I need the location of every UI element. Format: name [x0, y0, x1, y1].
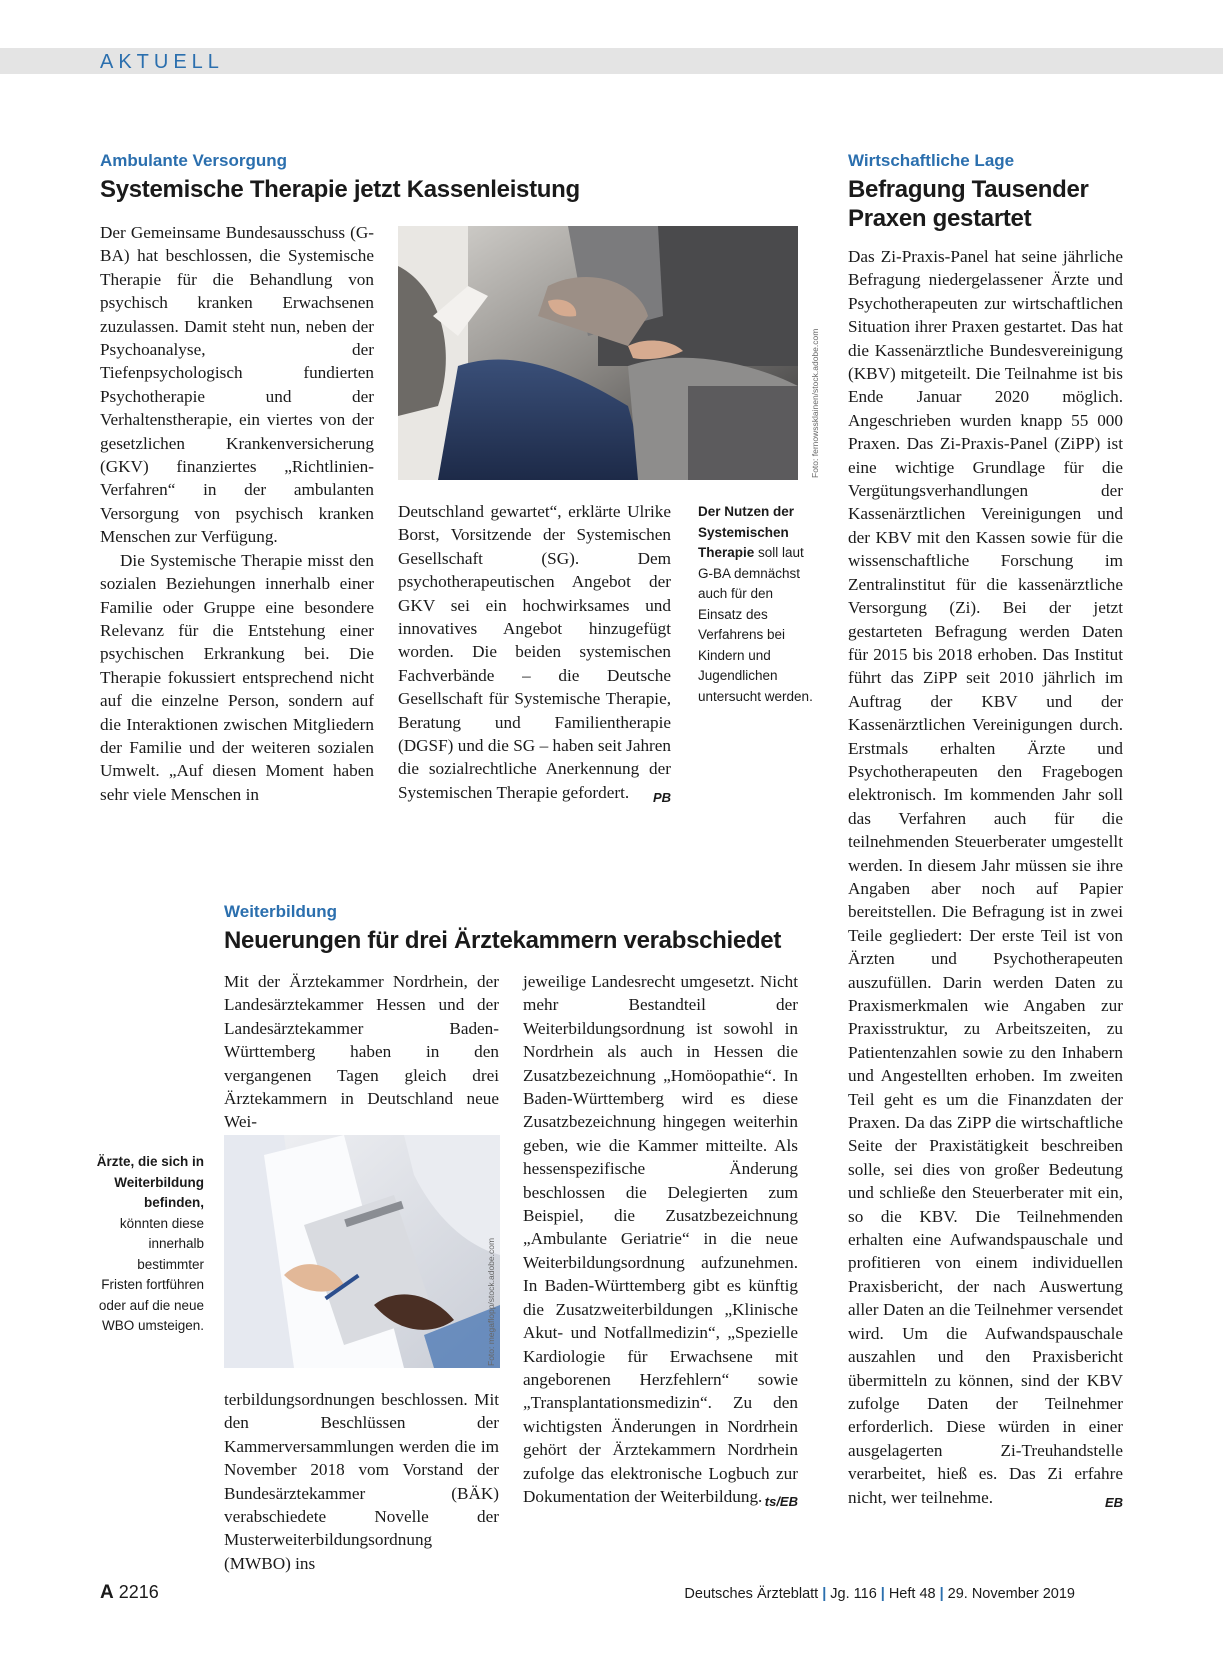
page-number — [100, 1582, 159, 1604]
article3-paragraph1: Mit der Ärztekammer Nordrhein, der Landesärztekammer Hessen und der Landesärztekammer Baden-Württemberg haben in den vergangenen Tagen gleich drei Ärztekammern in Deutschland neue Wei- — [224, 972, 499, 1132]
article3-caption — [96, 1152, 204, 1337]
article1-paragraph3: Deutschland gewartet“, erklärte Ulrike Borst, Vorsitzende der Systemischen Gesellschaft (SG). Dem psychotherapeutischen Angebot der GKV sei ein hochwirksames und innovatives Angebot hinzugefügt worden. Die beiden systemischen Fachverbände – die Deutsche Gesellschaft für Systemische Therapie, Beratung und Familientherapie (DGSF) und die SG – haben seit Jahren die sozialrechtliche Anerkennung der Systemischen Therapie gefordert. PB — [398, 500, 671, 804]
article2-column — [848, 245, 1123, 1514]
article3-paragraph3: jeweilige Landesrecht umgesetzt. Nicht mehr Bestandteil der Weiterbildungsordnung ist sowohl in Nordrhein als auch in Hessen die Zusatzbezeichnung „Homöopathie“. In Baden-Württemberg wird es diese Zusatzbezeichnung hingegen weiterhin geben, wie die Kammer mitteilte. Als hessenspezifische Änderung beschlossen die Delegierten zum Beispiel, die Zusatzbezeichnung „Ambulante Geriatrie“ in die neue Weiterbildungsordnung aufzunehmen. In Baden-Württemberg gibt es künftig die Zusatzweiterbildungen „Klinische Akut- und Notfallmedizin“, „Spezielle Kardiologie für Erwachsene mit angeborenen Herzfehlern“ sowie „Transplantationsmedizin“. Zu den wichtigsten Änderungen in Nordrhein gehört der Ärztekammern Nordrhein zufolge das elektronische Logbuch zur Dokumentation der Weiterbildung. ts/EB — [523, 970, 798, 1508]
article1-photo-credit: Foto: fernowssklainen/stock.adobe.com — [810, 328, 820, 478]
page-number-value: 2216 — [118, 1582, 159, 1602]
article2-headline-line2: Praxen gestartet — [848, 205, 1032, 232]
article2-kicker: Wirtschaftliche Lage — [848, 151, 1015, 170]
separator: | — [880, 1586, 885, 1602]
article3-column2 — [523, 970, 798, 1513]
article3-signature: ts/EB — [764, 1493, 798, 1509]
article1-headline: Systemische Therapie jetzt Kassenleistung — [100, 176, 580, 203]
journal-name: Deutsches Ärzteblatt — [684, 1586, 819, 1602]
page-prefix: A — [100, 1582, 114, 1603]
article2-headline-line1: Befragung Tausender — [848, 176, 1089, 203]
article1-caption-lead: Der Nutzen der Systemischen Therapie — [698, 504, 795, 560]
publication-date: 29. November 2019 — [947, 1586, 1075, 1602]
article1-photo — [398, 226, 798, 480]
journal-issue: Heft 48 — [888, 1586, 936, 1602]
doctors-clipboard-image — [224, 1135, 500, 1368]
therapy-session-image — [398, 226, 798, 480]
article2-paragraph: Das Zi-Praxis-Panel hat seine jährliche Befragung niedergelassener Ärzte und Psychotherapeuten zur wirtschaftlichen Situation ihrer Praxen gestartet. Das hat die Kassenärztliche Bundesvereinigung (KBV) mitgeteilt. Die Teilnahme ist bis Ende Januar 2020 möglich. Angeschrieben wurden knapp 55 000 Praxen. Das Zi-Praxis-Panel (ZiPP) ist eine wichtige Grundlage für die Vergütungsverhandlungen der Kassenärztlichen Vereinigungen und der KBV mit den Kassen sowie für die wissenschaftliche Forschung im Zentralinstitut für die kassenärztliche Versorgung (Zi). Bei der jetzt gestarteten Befragung werden Daten für 2015 bis 2018 erhoben. Das Institut führt das ZiPP seit 2010 jährlich im Auftrag der KBV und der Kassenärztlichen Vereinigungen durch. Erstmals erhalten Ärzte und Psychotherapeuten den Fragebogen elektronisch. Im kommenden Jahr soll das Verfahren auch für die teilnehmenden Steuerberater umgestellt werden. In diesem Jahr müssen sie ihre Angaben aber noch auf Papier bereitstellen. Die Befragung ist in zwei Teile gegliedert: Der erste Teil ist von Ärzten und Psychotherapeuten auszufüllen. Darin werden Daten zu Praxismerkmalen wie Angaben zur Praxisstruktur, zu Arbeitszeiten, zu Patientenzahlen sowie zu den Inhabern und Angestellten erhoben. Im zweiten Teil geht es um die Finanzdaten der Praxen. Da das ZiPP die wirtschaftliche Seite der Praxistätigkeit beschreiben solle, sei dies von großer Bedeutung und schließe den Steuerberater mit ein, so die KBV. Die Teilnehmenden erhalten eine Aufwandspauschale und profitieren von einem individuellen Praxisbericht, der nach Auswertung aller Daten an die Teilnehmer versendet wird. Um die Aufwandspauschale auszahlen und den Praxisbericht übermitteln zu können, sind der KBV zufolge Daten der Teilnehmer erforderlich. Diese würden in einer ausgelagerten Zi-Treuhandstelle verarbeitet, hieß es. Das Zi erfahre nicht, wer teilnehme. EB — [848, 245, 1123, 1509]
article2-headline — [848, 175, 1128, 233]
article3-photo — [224, 1135, 500, 1368]
separator: | — [822, 1586, 827, 1602]
article1-column2 — [398, 500, 671, 809]
article3-paragraph2: terbildungsordnungen beschlossen. Mit den Beschlüssen der Kammerversammlungen werden die im November 2018 vom Vorstand der Bundesärztekammer (BÄK) verabschiedete Novelle der Musterweiterbildungsordnung (MWBO) ins — [224, 1390, 499, 1573]
article1-column1 — [100, 221, 374, 806]
article3-caption-text: könnten diese innerhalb bestimmter Fristen fortführen oder auf die neue WBO umsteigen. — [98, 1215, 204, 1333]
article1-signature: PB — [652, 789, 671, 805]
article3-caption-lead: Ärzte, die sich in Weiterbildung befinden, — [96, 1154, 204, 1210]
publication-info — [684, 1586, 1075, 1602]
article3-headline: Neuerungen für drei Ärztekammern verabschiedet — [224, 927, 782, 954]
separator: | — [939, 1586, 944, 1602]
section-label: AKTUELL — [100, 51, 224, 73]
article2-signature: EB — [1104, 1494, 1123, 1510]
journal-volume: Jg. 116 — [830, 1586, 877, 1602]
article1-paragraph2: Die Systemische Therapie misst den sozialen Beziehungen innerhalb einer Familie oder Gruppe eine besondere Relevanz für die Entstehung einer psychischen Erkrankung bei. Die Therapie fokussiert entsprechend nicht auf die einzelne Person, sondern auf die Interaktionen zwischen Mitgliedern der Familie und der weiteren sozialen Umwelt. „Auf diesen Moment haben sehr viele Menschen in — [100, 550, 374, 804]
article1-caption-text: soll laut G-BA demnächst auch für den Einsatz des Verfahrens bei Kindern und Jugendlichen untersucht werden. — [698, 545, 813, 704]
article1-kicker: Ambulante Versorgung — [100, 151, 288, 170]
article3-kicker: Weiterbildung — [224, 902, 338, 921]
article3-photo-credit: Foto: megaflopp/stock.adobe.com — [486, 1237, 496, 1366]
article1-caption — [698, 502, 816, 707]
article3-column1-bottom — [224, 1388, 499, 1575]
article1-paragraph1: Der Gemeinsame Bundesausschuss (G-BA) hat beschlossen, die Systemische Therapie für die Behandlung von psychisch kranken Erwachsenen zuzulassen. Damit steht nun, neben der Psychoanalyse, der Tiefenpsychologisch fundierten Psychotherapie und der Verhaltenstherapie, ein viertes von der gesetzlichen Krankenversicherung (GKV) finanziertes „Richtlinien-Verfahren“ in der ambulanten Versorgung von psychisch kranken Menschen zur Verfügung. — [100, 223, 374, 547]
article3-column1-top — [224, 970, 499, 1134]
